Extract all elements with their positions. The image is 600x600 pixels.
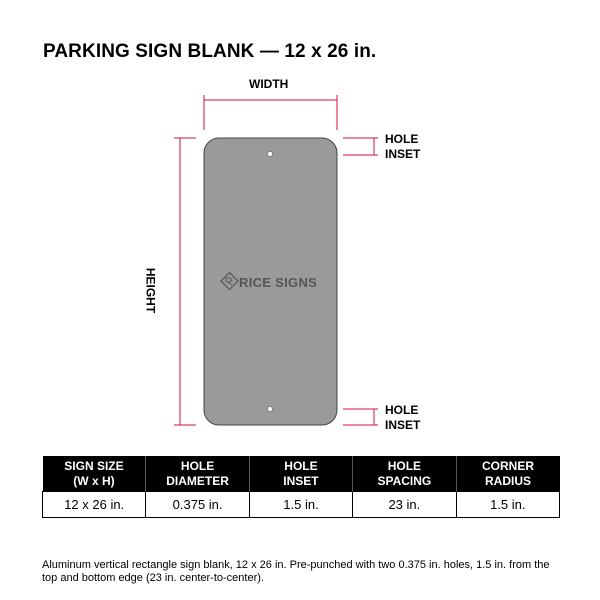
- width-dimension: [204, 95, 337, 130]
- height-dimension: [174, 138, 196, 425]
- header-hole-spacing: HOLE SPACING: [353, 456, 456, 492]
- value-hole-diameter: 0.375 in.: [146, 492, 249, 518]
- value-hole-inset: 1.5 in.: [249, 492, 352, 518]
- bottom-hole: [267, 406, 272, 411]
- value-corner-radius: 1.5 in.: [456, 492, 559, 518]
- value-hole-spacing: 23 in.: [353, 492, 456, 518]
- header-corner-radius: CORNER RADIUS: [456, 456, 559, 492]
- bottom-hole-inset-dimension: [343, 409, 378, 425]
- table-header-row: [43, 456, 560, 492]
- brand-name: RICE SIGNS: [239, 275, 318, 290]
- bottom-hole-inset-label: HOLE INSET: [385, 403, 421, 432]
- header-hole-inset: HOLE INSET: [249, 456, 352, 492]
- product-description: Aluminum vertical rectangle sign blank, 12 x 26 in. Pre-punched with two 0.375 in. holes, 1.5 in. from the top and bottom edge (23 in. center-to-center).: [42, 559, 550, 584]
- page-title: PARKING SIGN BLANK — 12 x 26 in.: [43, 41, 377, 62]
- top-hole-inset-label: HOLE INSET: [385, 132, 421, 161]
- value-sign-size: 12 x 26 in.: [43, 492, 146, 518]
- width-label: WIDTH: [249, 77, 289, 91]
- specs-table: [42, 456, 560, 518]
- height-label: HEIGHT: [143, 267, 158, 314]
- header-sign-size: SIGN SIZE (W x H): [43, 456, 146, 492]
- top-hole: [267, 151, 272, 156]
- table-row: [43, 492, 560, 518]
- header-hole-diameter: HOLE DIAMETER: [146, 456, 249, 492]
- top-hole-inset-dimension: [343, 138, 378, 155]
